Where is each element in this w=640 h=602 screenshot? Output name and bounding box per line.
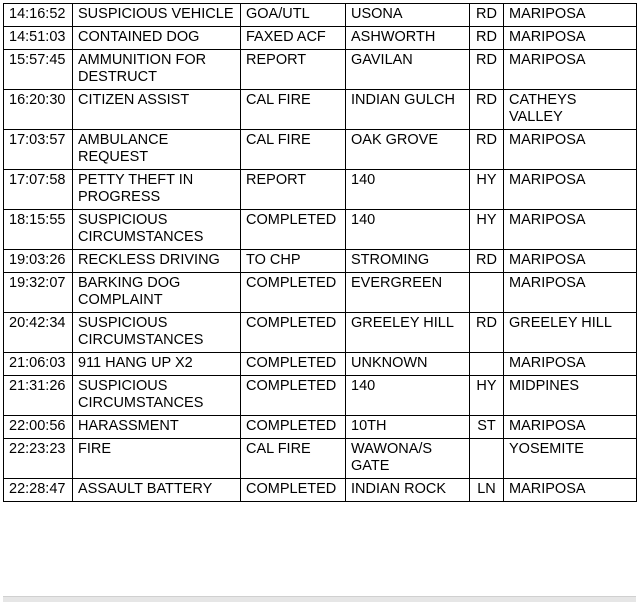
disposition-cell: COMPLETED bbox=[241, 273, 346, 313]
street-cell: ASHWORTH bbox=[346, 27, 470, 50]
disposition-cell: COMPLETED bbox=[241, 353, 346, 376]
street-cell: INDIAN ROCK bbox=[346, 479, 470, 502]
time-cell: 20:42:34 bbox=[4, 313, 73, 353]
disposition-cell: COMPLETED bbox=[241, 479, 346, 502]
city-cell: CATHEYS VALLEY bbox=[504, 90, 637, 130]
street-cell: WAWONA/S GATE bbox=[346, 439, 470, 479]
street-suffix-cell: RD bbox=[470, 27, 504, 50]
table-row bbox=[4, 313, 637, 353]
table-row bbox=[4, 439, 637, 479]
call-type-cell: SUSPICIOUS CIRCUMSTANCES bbox=[73, 313, 241, 353]
call-type-cell: FIRE bbox=[73, 439, 241, 479]
time-cell: 18:15:55 bbox=[4, 210, 73, 250]
time-cell: 21:31:26 bbox=[4, 376, 73, 416]
street-suffix-cell: RD bbox=[470, 90, 504, 130]
time-cell: 14:16:52 bbox=[4, 4, 73, 27]
disposition-cell: CAL FIRE bbox=[241, 439, 346, 479]
time-cell: 21:06:03 bbox=[4, 353, 73, 376]
call-type-cell: HARASSMENT bbox=[73, 416, 241, 439]
disposition-cell: COMPLETED bbox=[241, 416, 346, 439]
call-type-cell: 911 HANG UP X2 bbox=[73, 353, 241, 376]
disposition-cell: COMPLETED bbox=[241, 210, 346, 250]
table-row bbox=[4, 376, 637, 416]
horizontal-scrollbar[interactable] bbox=[3, 596, 636, 602]
street-suffix-cell bbox=[470, 273, 504, 313]
disposition-cell: REPORT bbox=[241, 50, 346, 90]
call-type-cell: SUSPICIOUS CIRCUMSTANCES bbox=[73, 210, 241, 250]
street-cell: STROMING bbox=[346, 250, 470, 273]
table-row bbox=[4, 130, 637, 170]
street-cell: 10TH bbox=[346, 416, 470, 439]
table-row bbox=[4, 170, 637, 210]
table-row bbox=[4, 479, 637, 502]
call-type-cell: PETTY THEFT IN PROGRESS bbox=[73, 170, 241, 210]
call-type-cell: AMMUNITION FOR DESTRUCT bbox=[73, 50, 241, 90]
table-row bbox=[4, 27, 637, 50]
street-cell: EVERGREEN bbox=[346, 273, 470, 313]
street-suffix-cell: RD bbox=[470, 4, 504, 27]
street-suffix-cell: ST bbox=[470, 416, 504, 439]
city-cell: MIDPINES bbox=[504, 376, 637, 416]
disposition-cell: TO CHP bbox=[241, 250, 346, 273]
city-cell: MARIPOSA bbox=[504, 170, 637, 210]
street-cell: GREELEY HILL bbox=[346, 313, 470, 353]
city-cell: MARIPOSA bbox=[504, 210, 637, 250]
disposition-cell: REPORT bbox=[241, 170, 346, 210]
time-cell: 15:57:45 bbox=[4, 50, 73, 90]
disposition-cell: GOA/UTL bbox=[241, 4, 346, 27]
table-row bbox=[4, 250, 637, 273]
street-suffix-cell: RD bbox=[470, 250, 504, 273]
street-suffix-cell: HY bbox=[470, 376, 504, 416]
city-cell: MARIPOSA bbox=[504, 273, 637, 313]
disposition-cell: COMPLETED bbox=[241, 376, 346, 416]
street-suffix-cell: RD bbox=[470, 50, 504, 90]
table-row bbox=[4, 210, 637, 250]
table-row bbox=[4, 416, 637, 439]
table-row bbox=[4, 50, 637, 90]
disposition-cell: FAXED ACF bbox=[241, 27, 346, 50]
time-cell: 17:07:58 bbox=[4, 170, 73, 210]
table-row bbox=[4, 353, 637, 376]
time-cell: 19:03:26 bbox=[4, 250, 73, 273]
city-cell: MARIPOSA bbox=[504, 416, 637, 439]
time-cell: 22:23:23 bbox=[4, 439, 73, 479]
city-cell: MARIPOSA bbox=[504, 479, 637, 502]
street-cell: UNKNOWN bbox=[346, 353, 470, 376]
street-cell: OAK GROVE bbox=[346, 130, 470, 170]
call-type-cell: CITIZEN ASSIST bbox=[73, 90, 241, 130]
call-type-cell: ASSAULT BATTERY bbox=[73, 479, 241, 502]
street-suffix-cell bbox=[470, 353, 504, 376]
city-cell: MARIPOSA bbox=[504, 27, 637, 50]
call-type-cell: SUSPICIOUS CIRCUMSTANCES bbox=[73, 376, 241, 416]
table-row bbox=[4, 4, 637, 27]
street-cell: 140 bbox=[346, 376, 470, 416]
street-cell: INDIAN GULCH bbox=[346, 90, 470, 130]
street-suffix-cell: LN bbox=[470, 479, 504, 502]
call-type-cell: AMBULANCE REQUEST bbox=[73, 130, 241, 170]
street-suffix-cell: HY bbox=[470, 170, 504, 210]
call-log-body bbox=[4, 4, 637, 502]
street-cell: GAVILAN bbox=[346, 50, 470, 90]
street-suffix-cell: HY bbox=[470, 210, 504, 250]
city-cell: MARIPOSA bbox=[504, 353, 637, 376]
call-type-cell: BARKING DOG COMPLAINT bbox=[73, 273, 241, 313]
time-cell: 14:51:03 bbox=[4, 27, 73, 50]
time-cell: 22:00:56 bbox=[4, 416, 73, 439]
street-cell: 140 bbox=[346, 210, 470, 250]
call-log-table bbox=[3, 3, 637, 502]
city-cell: MARIPOSA bbox=[504, 250, 637, 273]
street-suffix-cell: RD bbox=[470, 313, 504, 353]
city-cell: MARIPOSA bbox=[504, 4, 637, 27]
street-suffix-cell: RD bbox=[470, 130, 504, 170]
disposition-cell: COMPLETED bbox=[241, 313, 346, 353]
time-cell: 16:20:30 bbox=[4, 90, 73, 130]
time-cell: 19:32:07 bbox=[4, 273, 73, 313]
city-cell: YOSEMITE bbox=[504, 439, 637, 479]
table-row bbox=[4, 273, 637, 313]
time-cell: 22:28:47 bbox=[4, 479, 73, 502]
call-type-cell: RECKLESS DRIVING bbox=[73, 250, 241, 273]
city-cell: GREELEY HILL bbox=[504, 313, 637, 353]
street-cell: 140 bbox=[346, 170, 470, 210]
time-cell: 17:03:57 bbox=[4, 130, 73, 170]
disposition-cell: CAL FIRE bbox=[241, 130, 346, 170]
disposition-cell: CAL FIRE bbox=[241, 90, 346, 130]
call-type-cell: SUSPICIOUS VEHICLE bbox=[73, 4, 241, 27]
street-suffix-cell bbox=[470, 439, 504, 479]
city-cell: MARIPOSA bbox=[504, 130, 637, 170]
city-cell: MARIPOSA bbox=[504, 50, 637, 90]
street-cell: USONA bbox=[346, 4, 470, 27]
call-type-cell: CONTAINED DOG bbox=[73, 27, 241, 50]
table-row bbox=[4, 90, 637, 130]
